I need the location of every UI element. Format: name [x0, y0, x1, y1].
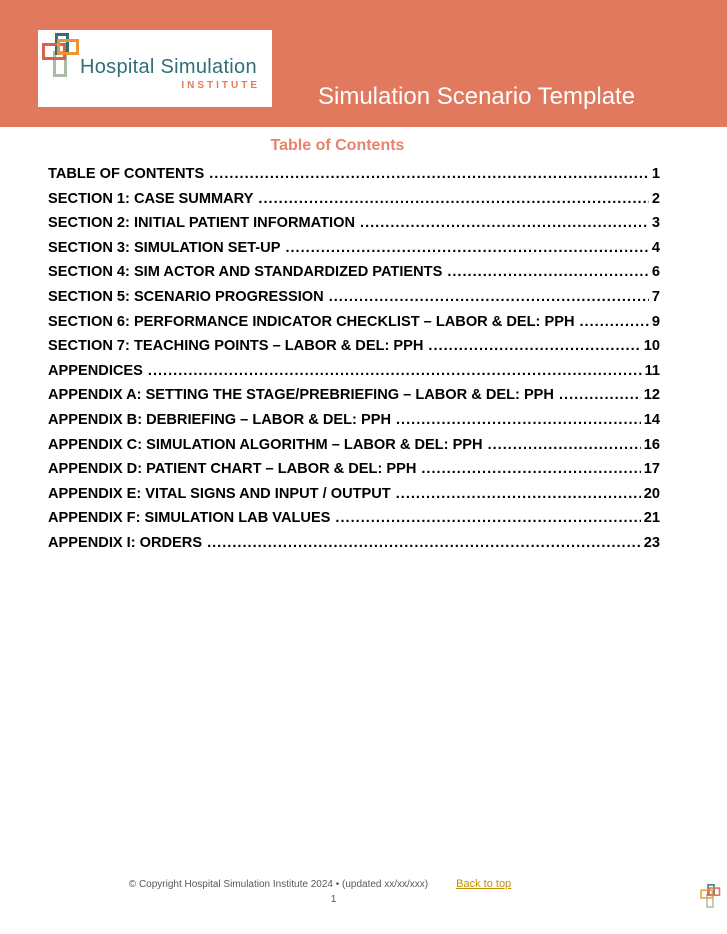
toc-entry-page-number: 16	[643, 436, 660, 453]
toc-dot-leader	[335, 506, 640, 531]
toc-dot-leader	[428, 334, 640, 359]
toc-entry-page-number: 10	[643, 338, 660, 355]
toc-dot-leader	[488, 433, 641, 458]
toc-entry-link[interactable]	[48, 236, 660, 261]
toc-entry-page-number: 7	[651, 288, 660, 305]
toc-entry-link[interactable]	[48, 482, 660, 507]
toc-entry-link[interactable]	[48, 211, 660, 236]
toc-entry-label: APPENDIX F: SIMULATION LAB VALUES	[48, 510, 331, 527]
toc-entry-link[interactable]	[48, 531, 660, 556]
toc-entry-link[interactable]	[48, 457, 660, 482]
toc-dot-leader	[396, 408, 641, 433]
toc-entry-label: SECTION 3: SIMULATION SET-UP	[48, 239, 281, 256]
hospital-cross-icon	[700, 884, 721, 914]
toc-entry-link[interactable]	[48, 383, 660, 408]
toc-entry-label: APPENDIX C: SIMULATION ALGORITHM – LABOR & DEL: PPH	[48, 436, 483, 453]
toc-entry-link[interactable]	[48, 334, 660, 359]
toc-dot-leader	[360, 211, 649, 236]
toc-entry-page-number: 2	[651, 190, 660, 207]
page-number: 1	[330, 893, 337, 905]
toc-dot-leader	[421, 457, 640, 482]
toc-entry-page-number: 11	[644, 362, 660, 379]
logo-subtitle-text: INSTITUTE	[181, 80, 260, 91]
header-banner	[0, 0, 727, 127]
toc-entry-link[interactable]	[48, 162, 660, 187]
toc-heading: Table of Contents	[270, 137, 405, 154]
back-to-top-link[interactable]: Back to top	[456, 878, 512, 890]
toc-dot-leader	[285, 236, 648, 261]
page-body	[0, 127, 727, 556]
toc-entry-page-number: 3	[651, 215, 660, 232]
toc-entry-label: SECTION 5: SCENARIO PROGRESSION	[48, 288, 324, 305]
toc-entry-page-number: 9	[651, 313, 660, 330]
toc-entry-link[interactable]	[48, 187, 660, 212]
copyright-text: © Copyright Hospital Simulation Institute 2024 • (updated xx/xx/xxx)	[128, 879, 429, 890]
toc-entry-page-number: 1	[651, 166, 660, 182]
toc-entry-label: APPENDIX I: ORDERS	[48, 534, 203, 551]
toc-list	[48, 162, 660, 556]
toc-entry-label: SECTION 4: SIM ACTOR AND STANDARDIZED PATIENTS	[48, 264, 443, 281]
toc-entry-link[interactable]	[48, 359, 660, 384]
toc-dot-leader	[447, 260, 649, 285]
toc-entry-page-number: 20	[643, 485, 660, 502]
toc-entry-label: TABLE OF CONTENTS	[48, 166, 205, 182]
toc-entry-link[interactable]	[48, 433, 660, 458]
toc-entry-page-number: 6	[651, 264, 660, 281]
toc-entry-page-number: 12	[643, 387, 660, 404]
toc-entry-label: SECTION 7: TEACHING POINTS – LABOR & DEL: PPH	[48, 338, 424, 355]
toc-entry-link[interactable]	[48, 310, 660, 335]
toc-dot-leader	[396, 482, 641, 507]
toc-dot-leader	[209, 162, 649, 187]
logo-name-text: Hospital Simulation	[80, 56, 257, 78]
toc-entry-label: APPENDIX B: DEBRIEFING – LABOR & DEL: PPH	[48, 411, 391, 428]
footer	[0, 878, 727, 890]
toc-entry-label: APPENDIX E: VITAL SIGNS AND INPUT / OUTPUT	[48, 485, 391, 502]
toc-entry-link[interactable]	[48, 260, 660, 285]
toc-entry-label: SECTION 2: INITIAL PATIENT INFORMATION	[48, 215, 356, 232]
toc-entry-page-number: 14	[643, 411, 660, 428]
toc-entry-page-number: 23	[643, 534, 660, 551]
toc-entry-label: APPENDIX A: SETTING THE STAGE/PREBRIEFING – LABOR & DEL: PPH	[48, 387, 554, 404]
toc-dot-leader	[207, 531, 641, 556]
toc-entry-page-number: 17	[643, 461, 660, 478]
hospital-simulation-institute-logo	[38, 30, 272, 107]
toc-dot-leader	[329, 285, 649, 310]
toc-dot-leader	[579, 310, 648, 335]
toc-entry-page-number: 4	[651, 239, 660, 256]
toc-entry-link[interactable]	[48, 285, 660, 310]
document-title: Simulation Scenario Template	[318, 83, 636, 110]
toc-entry-link[interactable]	[48, 506, 660, 531]
toc-dot-leader	[258, 187, 648, 212]
toc-entry-label: SECTION 6: PERFORMANCE INDICATOR CHECKLIST – LABOR & DEL: PPH	[48, 313, 575, 330]
toc-dot-leader	[148, 359, 642, 384]
toc-entry-label: APPENDIX D: PATIENT CHART – LABOR & DEL: PPH	[48, 461, 417, 478]
toc-entry-page-number: 21	[643, 510, 660, 527]
toc-dot-leader	[559, 383, 641, 408]
hospital-cross-icon	[42, 33, 80, 84]
toc-entry-label: SECTION 1: CASE SUMMARY	[48, 190, 254, 207]
toc-entry-link[interactable]	[48, 408, 660, 433]
toc-entry-label: APPENDICES	[48, 362, 143, 379]
